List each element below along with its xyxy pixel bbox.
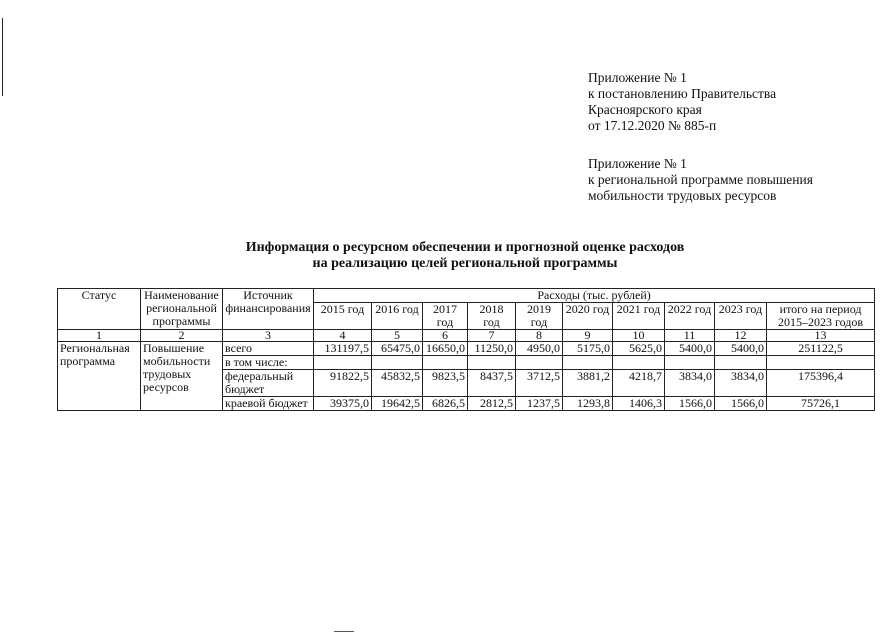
title-line: на реализацию целей региональной программы <box>312 256 618 271</box>
column-number: 11 <box>665 330 715 342</box>
source-cell: федеральный бюджет <box>223 370 314 397</box>
value-cell: 4218,7 <box>613 370 665 397</box>
title-line: Информация о ресурсном обеспечении и прогнозной оценке расходов <box>245 240 685 255</box>
empty-cell <box>423 356 468 370</box>
empty-cell <box>314 356 372 370</box>
value-cell: 91822,5 <box>314 370 372 397</box>
value-cell: 3834,0 <box>715 370 767 397</box>
header-program-name: Наименование региональной программы <box>141 289 223 330</box>
empty-cell <box>715 356 767 370</box>
appendix-line: мобильности трудовых ресурсов <box>588 188 777 203</box>
scan-mark <box>334 631 354 632</box>
resource-table <box>57 288 875 411</box>
appendix-line: Приложение № 1 <box>588 156 687 171</box>
value-cell: 39375,0 <box>314 397 372 411</box>
value-cell: 11250,0 <box>468 342 516 356</box>
source-cell: краевой бюджет <box>223 397 314 411</box>
empty-cell <box>767 356 875 370</box>
value-cell: 9823,5 <box>423 370 468 397</box>
empty-cell <box>516 356 563 370</box>
value-cell: 5175,0 <box>563 342 613 356</box>
value-cell: 4950,0 <box>516 342 563 356</box>
value-cell: 2812,5 <box>468 397 516 411</box>
value-cell: 3881,2 <box>563 370 613 397</box>
table-row <box>58 342 875 356</box>
empty-cell <box>613 356 665 370</box>
column-number: 13 <box>767 330 875 342</box>
column-number: 6 <box>423 330 468 342</box>
value-cell: 1566,0 <box>715 397 767 411</box>
value-cell: 1566,0 <box>665 397 715 411</box>
table-header-row <box>58 289 875 303</box>
header-year: 2017 год <box>423 303 468 330</box>
empty-cell <box>468 356 516 370</box>
header-year: 2021 год <box>613 303 665 330</box>
header-expenses: Расходы (тыс. рублей) <box>314 289 875 303</box>
empty-cell <box>563 356 613 370</box>
document-title <box>120 240 810 272</box>
value-cell: 6826,5 <box>423 397 468 411</box>
program-name-cell: Повышение мобильности трудовых ресурсов <box>141 342 223 411</box>
appendix-line: к региональной программе повышения <box>588 172 813 187</box>
header-year: 2016 год <box>372 303 423 330</box>
column-number: 8 <box>516 330 563 342</box>
source-cell: всего <box>223 342 314 356</box>
value-cell: 5400,0 <box>715 342 767 356</box>
appendix-program-block <box>588 156 813 204</box>
column-number: 1 <box>58 330 141 342</box>
header-source: Источник финансирования <box>223 289 314 330</box>
header-year: 2018 год <box>468 303 516 330</box>
appendix-line: Приложение № 1 <box>588 70 687 85</box>
header-year: 2015 год <box>314 303 372 330</box>
value-cell: 5625,0 <box>613 342 665 356</box>
total-cell: 251122,5 <box>767 342 875 356</box>
column-number: 5 <box>372 330 423 342</box>
header-total: итого на период 2015–2023 годов <box>767 303 875 330</box>
appendix-line: к постановлению Правительства <box>588 86 777 101</box>
column-number: 3 <box>223 330 314 342</box>
value-cell: 3712,5 <box>516 370 563 397</box>
column-number: 4 <box>314 330 372 342</box>
header-year: 2020 год <box>563 303 613 330</box>
page-margin-line <box>2 18 3 96</box>
value-cell: 3834,0 <box>665 370 715 397</box>
column-number: 9 <box>563 330 613 342</box>
value-cell: 19642,5 <box>372 397 423 411</box>
value-cell: 131197,5 <box>314 342 372 356</box>
column-number: 7 <box>468 330 516 342</box>
header-year: 2019 год <box>516 303 563 330</box>
appendix-line: Красноярского края <box>588 102 702 117</box>
header-status: Статус <box>58 289 141 330</box>
value-cell: 1293,8 <box>563 397 613 411</box>
total-cell: 175396,4 <box>767 370 875 397</box>
appendix-line: от 17.12.2020 № 885-п <box>588 118 717 133</box>
source-cell: в том числе: <box>223 356 314 370</box>
value-cell: 1406,3 <box>613 397 665 411</box>
status-cell: Региональная программа <box>58 342 141 411</box>
value-cell: 5400,0 <box>665 342 715 356</box>
column-number: 12 <box>715 330 767 342</box>
value-cell: 16650,0 <box>423 342 468 356</box>
value-cell: 8437,5 <box>468 370 516 397</box>
empty-cell <box>372 356 423 370</box>
value-cell: 65475,0 <box>372 342 423 356</box>
value-cell: 1237,5 <box>516 397 563 411</box>
column-number: 2 <box>141 330 223 342</box>
value-cell: 45832,5 <box>372 370 423 397</box>
empty-cell <box>665 356 715 370</box>
column-number: 10 <box>613 330 665 342</box>
total-cell: 75726,1 <box>767 397 875 411</box>
appendix-resolution-block <box>588 70 776 134</box>
column-number-row <box>58 330 875 342</box>
header-year: 2023 год <box>715 303 767 330</box>
header-year: 2022 год <box>665 303 715 330</box>
